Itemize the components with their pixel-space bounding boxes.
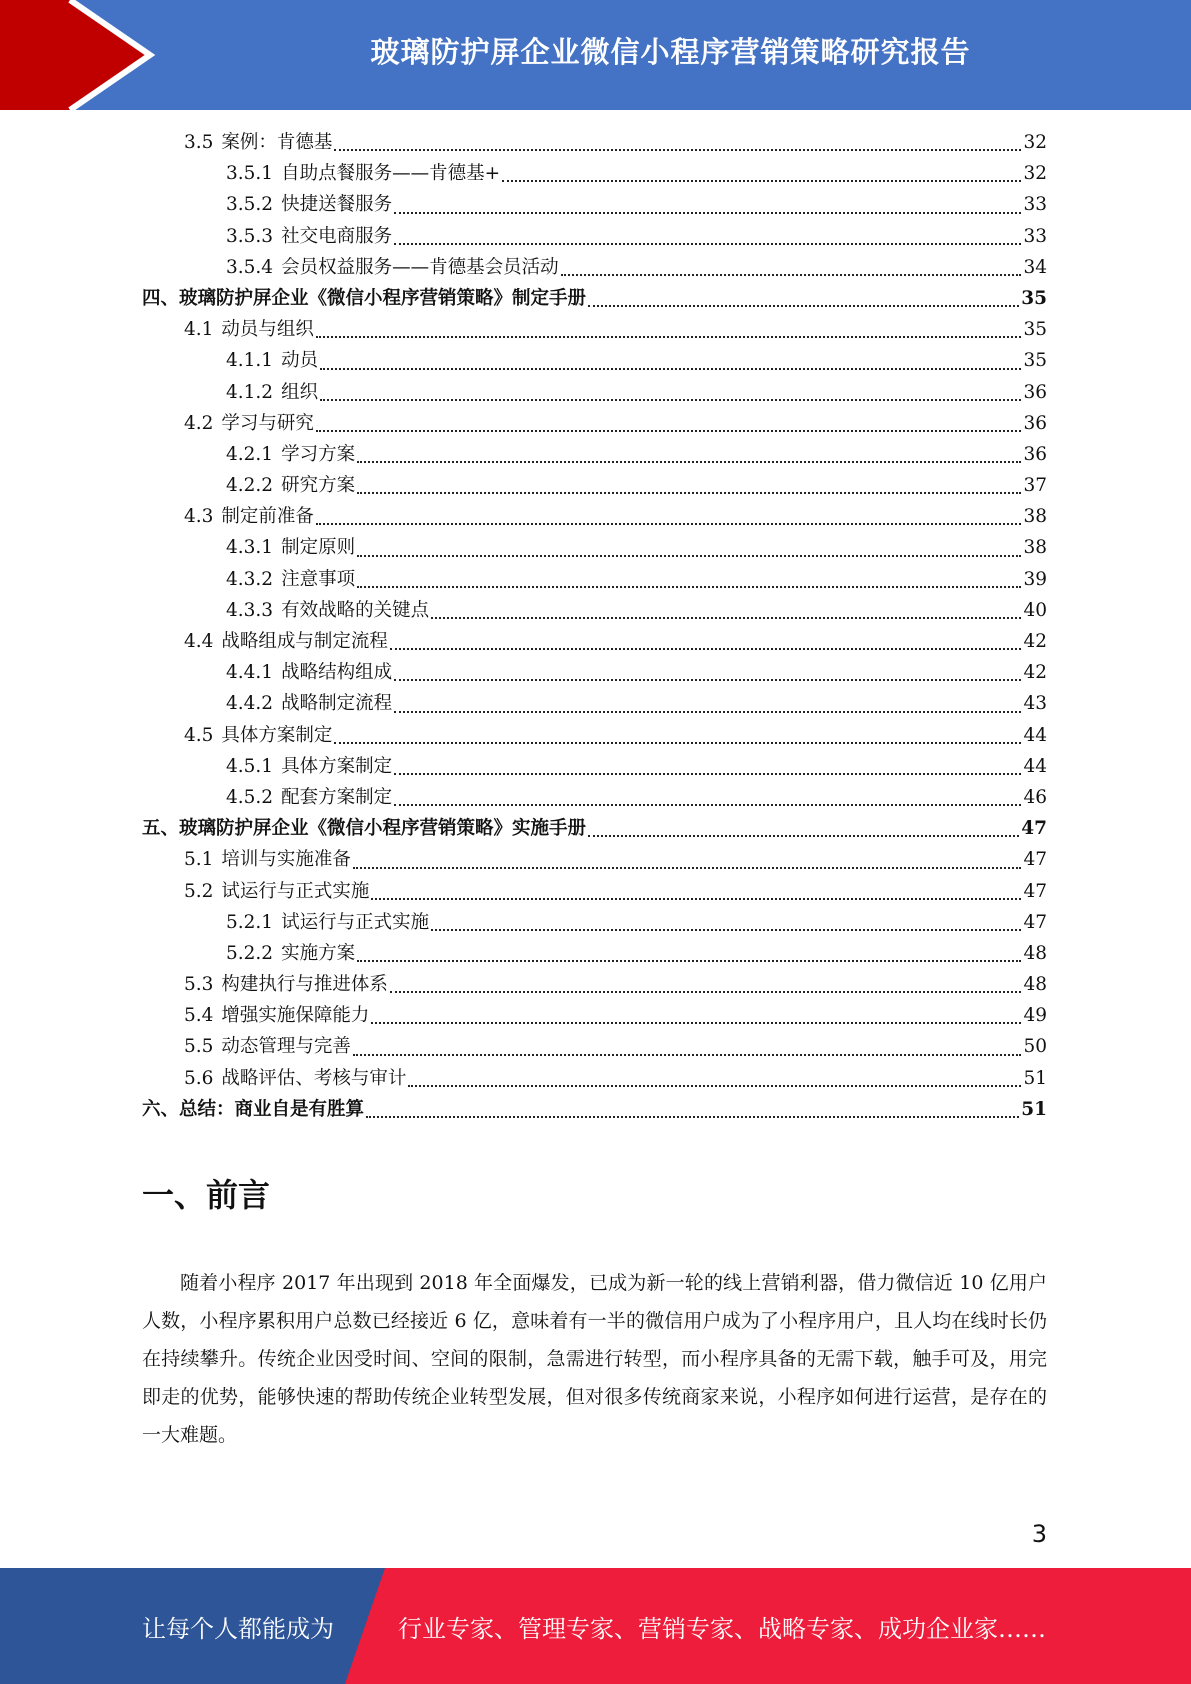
footer-slogan-left: 让每个人都能成为: [142, 1614, 334, 1643]
toc-entry[interactable]: [142, 1064, 1047, 1095]
toc-entry-title: 有效战略的关键点: [281, 599, 430, 621]
toc-entry-page: 42: [1023, 631, 1047, 652]
toc-dot-leader: [371, 898, 1021, 900]
toc-entry-number: 5.6: [184, 1067, 214, 1089]
toc-dot-leader: [431, 617, 1021, 619]
toc-entry-number: 3.5.1: [226, 163, 274, 185]
toc-entry-title: 会员权益服务——肯德基会员活动: [281, 256, 559, 278]
toc-dot-leader: [371, 1022, 1021, 1024]
toc-entry-number: 4.4.1: [226, 662, 274, 684]
toc-dot-leader: [353, 1054, 1022, 1056]
toc-entry-title: 制定原则: [281, 537, 356, 559]
toc-entry[interactable]: [142, 658, 1047, 689]
toc-entry-page: 36: [1023, 443, 1047, 465]
toc-entry-title: 社交电商服务: [281, 225, 393, 247]
toc-entry[interactable]: [142, 783, 1047, 814]
toc-entry-title: 研究方案: [281, 475, 356, 497]
toc-entry[interactable]: [142, 440, 1047, 471]
toc-entry-page: 32: [1023, 132, 1047, 153]
page-header: [0, 0, 1191, 110]
toc-entry[interactable]: [142, 222, 1047, 253]
toc-entry-page: 33: [1023, 225, 1047, 247]
toc-dot-leader: [394, 679, 1021, 681]
toc-entry-title: 构建执行与推进体系: [221, 974, 388, 996]
toc-entry-number: 4.1.2: [226, 381, 274, 403]
toc-dot-leader: [390, 648, 1022, 650]
toc-entry-title: 具体方案制定: [221, 724, 333, 746]
toc-dot-leader: [394, 212, 1021, 214]
toc-entry-number: 4.2.1: [226, 443, 274, 465]
toc-dot-leader: [320, 399, 1021, 401]
toc-entry-page: 35: [1021, 287, 1047, 309]
toc-entry-number: 3.5: [184, 132, 214, 153]
toc-dot-leader: [357, 586, 1021, 588]
toc-entry-number: 4.2: [184, 412, 214, 434]
toc-entry-title: 增强实施保障能力: [221, 1005, 370, 1027]
toc-entry[interactable]: [142, 346, 1047, 377]
toc-entry-number: 5.2: [184, 880, 214, 902]
toc-entry-page: 47: [1023, 849, 1047, 871]
toc-entry[interactable]: [142, 128, 1047, 159]
toc-entry[interactable]: [142, 315, 1047, 346]
toc-dot-leader: [502, 180, 1021, 182]
toc-dot-leader: [366, 1116, 1019, 1118]
toc-entry-number: 4.1.1: [226, 350, 274, 372]
page-footer: [0, 1568, 1191, 1684]
toc-entry-page: 34: [1023, 256, 1047, 278]
toc-entry-number: 5.2.1: [226, 911, 274, 933]
toc-entry-page: 36: [1023, 412, 1047, 434]
toc-dot-leader: [431, 929, 1021, 931]
toc-dot-leader: [357, 492, 1021, 494]
toc-entry[interactable]: [142, 253, 1047, 284]
toc-entry-title: 动态管理与完善: [221, 1036, 351, 1058]
toc-dot-leader: [394, 243, 1021, 245]
toc-entry-title: 学习与研究: [221, 412, 314, 434]
toc-dot-leader: [334, 742, 1021, 744]
toc-entry-title: 试运行与正式实施: [281, 911, 430, 933]
toc-entry-number: 4.3: [184, 506, 214, 528]
toc-entry-page: 48: [1023, 942, 1047, 964]
toc-entry[interactable]: [142, 752, 1047, 783]
toc-entry[interactable]: [142, 970, 1047, 1001]
toc-dot-leader: [316, 430, 1022, 432]
toc-entry-page: 51: [1021, 1098, 1047, 1120]
section-heading: 一、前言: [142, 1176, 271, 1214]
toc-entry-page: 47: [1021, 818, 1047, 840]
toc-entry[interactable]: [142, 378, 1047, 409]
toc-dot-leader: [316, 336, 1022, 338]
toc-entry-page: 44: [1023, 755, 1047, 777]
toc-entry-title: 组织: [281, 381, 319, 403]
toc-entry[interactable]: [142, 908, 1047, 939]
toc-entry[interactable]: [142, 689, 1047, 720]
toc-entry[interactable]: [142, 721, 1047, 752]
toc-entry[interactable]: [142, 596, 1047, 627]
toc-entry-number: 4.3.3: [226, 599, 274, 621]
toc-entry-number: 4.5.1: [226, 755, 274, 777]
page-number: 3: [1031, 1520, 1047, 1548]
section-body-paragraph: 随着小程序 2017 年出现到 2018 年全面爆发，已成为新一轮的线上营销利器，借力微信近 10 亿用户人数，小程序累积用户总数已经接近 6 亿，意味着有一半的微信用户成为了小程序用户，且人均在线时长仍在持续攀升。传统企业因受时间、空间的限制，急需进行转型，而小程序具备的无需下载，触手可及，用完即走的优势，能够快速的帮助传统企业转型发展，但对很多传统商家来说，小程序如何进行运营，是存在的一大难题。: [142, 1272, 1047, 1446]
toc-entry-title: 制定前准备: [221, 506, 314, 528]
toc-entry-title: 案例：肯德基: [221, 132, 333, 153]
toc-entry-number: 3.5.3: [226, 225, 274, 247]
toc-dot-leader: [561, 274, 1022, 276]
toc-entry-page: 44: [1023, 724, 1047, 746]
toc-entry-title: 实施方案: [281, 942, 356, 964]
toc-entry-number: 4.5: [184, 724, 214, 746]
toc-entry-page: 48: [1023, 974, 1047, 996]
toc-entry-page: 36: [1023, 381, 1047, 403]
toc-entry-title: 六、总结：商业自是有胜算: [142, 1098, 365, 1120]
toc-entry-number: 5.3: [184, 974, 214, 996]
toc-entry-page: 43: [1023, 693, 1047, 715]
toc-dot-leader: [334, 149, 1021, 151]
toc-entry-page: 37: [1023, 475, 1047, 497]
toc-entry-number: 4.4: [184, 631, 214, 652]
toc-entry-title: 动员: [281, 350, 319, 372]
toc-dot-leader: [394, 711, 1021, 713]
toc-entry-number: 4.3.1: [226, 537, 274, 559]
toc-entry-page: 47: [1023, 880, 1047, 902]
toc-entry-page: 33: [1023, 194, 1047, 216]
toc-entry[interactable]: [142, 1001, 1047, 1032]
toc-entry[interactable]: [142, 533, 1047, 564]
toc-entry-number: 4.1: [184, 319, 214, 341]
toc-entry[interactable]: [142, 845, 1047, 876]
toc-entry-title: 配套方案制定: [281, 786, 393, 808]
toc-dot-leader: [408, 1085, 1021, 1087]
toc-entry-page: 32: [1023, 163, 1047, 185]
toc-entry-page: 40: [1023, 599, 1047, 621]
toc-entry[interactable]: [142, 502, 1047, 533]
toc-entry[interactable]: [142, 1095, 1047, 1126]
toc-entry[interactable]: [142, 159, 1047, 190]
toc-entry-title: 战略制定流程: [281, 693, 393, 715]
toc-entry-title: 五、玻璃防护屏企业《微信小程序营销策略》实施手册: [142, 818, 587, 840]
toc-entry-title: 学习方案: [281, 443, 356, 465]
toc-entry-title: 战略结构组成: [281, 662, 393, 684]
toc-entry[interactable]: [142, 284, 1047, 315]
toc-entry-title: 试运行与正式实施: [221, 880, 370, 902]
toc-entry-number: 5.4: [184, 1005, 214, 1027]
table-of-contents: [142, 128, 1047, 1126]
toc-entry[interactable]: [142, 627, 1047, 658]
toc-entry-title: 战略评估、考核与审计: [221, 1067, 407, 1089]
toc-dot-leader: [357, 461, 1021, 463]
toc-dot-leader: [320, 368, 1021, 370]
toc-entry-page: 35: [1023, 350, 1047, 372]
toc-entry-number: 3.5.2: [226, 194, 274, 216]
toc-entry-page: 35: [1023, 319, 1047, 341]
toc-dot-leader: [390, 991, 1022, 993]
toc-entry[interactable]: [142, 409, 1047, 440]
toc-entry[interactable]: [142, 565, 1047, 596]
toc-entry[interactable]: [142, 1032, 1047, 1063]
toc-entry-page: 47: [1023, 911, 1047, 933]
toc-entry-number: 5.5: [184, 1036, 214, 1058]
toc-dot-leader: [357, 555, 1021, 557]
toc-entry-title: 动员与组织: [221, 319, 314, 341]
toc-dot-leader: [394, 804, 1021, 806]
toc-dot-leader: [588, 305, 1019, 307]
toc-entry-title: 快捷送餐服务: [281, 194, 393, 216]
toc-entry[interactable]: [142, 877, 1047, 908]
toc-entry-title: 四、玻璃防护屏企业《微信小程序营销策略》制定手册: [142, 287, 587, 309]
toc-dot-leader: [353, 867, 1022, 869]
toc-dot-leader: [588, 835, 1019, 837]
report-title: 玻璃防护屏企业微信小程序营销策略研究报告: [370, 34, 971, 69]
toc-entry-number: 5.1: [184, 849, 214, 871]
toc-entry-title: 自助点餐服务——肯德基+: [281, 163, 501, 185]
toc-entry-page: 46: [1023, 786, 1047, 808]
toc-dot-leader: [316, 523, 1022, 525]
footer-slogan-right: 行业专家、管理专家、营销专家、战略专家、成功企业家……: [398, 1614, 1046, 1643]
toc-entry[interactable]: [142, 471, 1047, 502]
toc-dot-leader: [357, 960, 1021, 962]
toc-entry-number: 4.4.2: [226, 693, 274, 715]
toc-entry-page: 49: [1023, 1005, 1047, 1027]
toc-entry-number: 3.5.4: [226, 256, 274, 278]
toc-entry-number: 4.2.2: [226, 475, 274, 497]
toc-entry[interactable]: [142, 939, 1047, 970]
toc-entry-number: 4.5.2: [226, 786, 274, 808]
toc-entry[interactable]: [142, 814, 1047, 845]
toc-entry-page: 39: [1023, 568, 1047, 590]
toc-entry-page: 38: [1023, 506, 1047, 528]
toc-entry[interactable]: [142, 190, 1047, 221]
toc-entry-page: 42: [1023, 662, 1047, 684]
toc-dot-leader: [394, 773, 1021, 775]
toc-entry-number: 5.2.2: [226, 942, 274, 964]
toc-entry-page: 50: [1023, 1036, 1047, 1058]
toc-entry-title: 具体方案制定: [281, 755, 393, 777]
toc-entry-title: 注意事项: [281, 568, 356, 590]
toc-entry-page: 38: [1023, 537, 1047, 559]
toc-entry-number: 4.3.2: [226, 568, 274, 590]
toc-entry-title: 培训与实施准备: [221, 849, 351, 871]
toc-entry-title: 战略组成与制定流程: [221, 631, 388, 652]
toc-entry-page: 51: [1023, 1067, 1047, 1089]
